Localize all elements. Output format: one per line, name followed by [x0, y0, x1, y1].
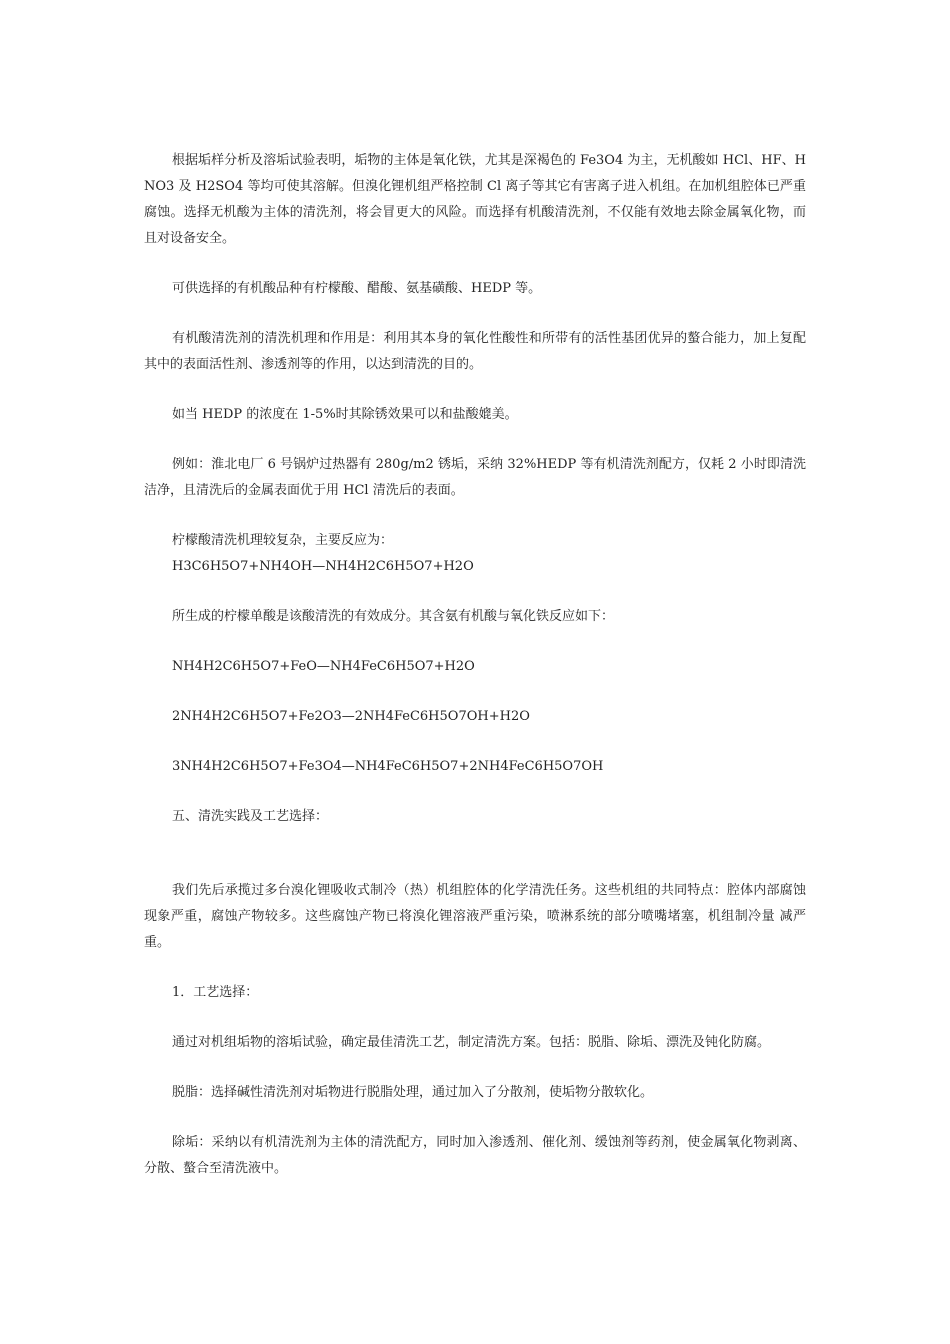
subheading-process-selection: 1．工艺选择： [172, 985, 259, 1000]
paragraph-citric-effective-component: 所生成的柠檬单酸是该酸清洗的有效成分。其含氨有机酸与氧化铁反应如下： [172, 609, 615, 624]
paragraph-spacer [144, 1106, 806, 1130]
document-body [144, 148, 806, 1182]
paragraph-organic-acid-types: 可供选择的有机酸品种有柠檬酸、醋酸、氨基磺酸、HEDP 等。 [172, 281, 542, 296]
paragraph-spacer [144, 252, 806, 276]
paragraph-project-experience: 我们先后承揽过多台溴化锂吸收式制冷（热）机组腔体的化学清洗任务。这些机组的共同特点：腔体内部腐蚀现象严重，腐蚀产物较多。这些腐蚀产物已将溴化锂溶液严重污染，喷淋系统的部分喷嘴堵塞，机组制冷量 减严重。 [144, 883, 806, 950]
reaction-equation-fe3o4: 3NH4H2C6H5O7+Fe3O4—NH4FeC6H5O7+2NH4FeC6H5O7OH [172, 759, 604, 774]
paragraph-spacer [144, 830, 806, 878]
section-heading-practice: 五、清洗实践及工艺选择： [172, 809, 329, 824]
paragraph-descaling: 除垢：采纳以有机清洗剂为主体的清洗配方，同时加入渗透剂、催化剂、缓蚀剂等药剂，使金属氧化物剥离、分散、螯合至清洗液中。 [144, 1135, 806, 1176]
paragraph-spacer [144, 1006, 806, 1030]
paragraph-example-huaibei: 例如：淮北电厂 6 号锅炉过热器有 280g/m2 锈垢，采纳 32%HEDP 等有机清洗剂配方，仅耗 2 小时即清洗洁净，且清洗后的金属表面优于用 HCl 清洗后的表面。 [144, 457, 806, 498]
paragraph-spacer [144, 956, 806, 980]
paragraph-spacer [144, 730, 806, 754]
paragraph-spacer [144, 504, 806, 528]
paragraph-spacer [144, 428, 806, 452]
paragraph-spacer [144, 630, 806, 654]
reaction-equation-fe2o3: 2NH4H2C6H5O7+Fe2O3—2NH4FeC6H5O7OH+H2O [172, 709, 530, 724]
paragraph-scale-analysis: 根据垢样分析及溶垢试验表明，垢物的主体是氧化铁，尤其是深褐色的 Fe3O4 为主，无机酸如 HCl、HF、HNO3 及 H2SO4 等均可使其溶解。但溴化锂机组严格控制 Cl 离子等其它有害离子进入机组。在加机组腔体已严重腐蚀。选择无机酸为主体的清洗剂，将会冒更大的风险。而选择有机酸清洗剂，不仅能有效地去除金属氧化物，而且对设备安全。 [144, 153, 806, 246]
paragraph-cleaning-mechanism: 有机酸清洗剂的清洗机理和作用是：利用其本身的氧化性酸性和所带有的活性基团优异的螯合能力，加上复配其中的表面活性剂、渗透剂等的作用，以达到清洗的目的。 [144, 331, 806, 372]
paragraph-spacer [144, 302, 806, 326]
paragraph-process-plan: 通过对机组垢物的溶垢试验，确定最佳清洗工艺，制定清洗方案。包括：脱脂、除垢、漂洗及钝化防腐。 [172, 1035, 771, 1050]
paragraph-spacer [144, 780, 806, 804]
paragraph-citric-acid-intro: 柠檬酸清洗机理较复杂，主要反应为： [172, 533, 394, 548]
paragraph-hedp-concentration: 如当 HEDP 的浓度在 1-5%时其除锈效果可以和盐酸媲美。 [172, 407, 518, 422]
reaction-equation-1: H3C6H5O7+NH4OH—NH4H2C6H5O7+H2O [172, 559, 474, 574]
paragraph-spacer [144, 580, 806, 604]
paragraph-spacer [144, 680, 806, 704]
paragraph-spacer [144, 378, 806, 402]
paragraph-spacer [144, 1056, 806, 1080]
paragraph-degreasing: 脱脂：选择碱性清洗剂对垢物进行脱脂处理，通过加入了分散剂，使垢物分散软化。 [172, 1085, 654, 1100]
reaction-equation-feo: NH4H2C6H5O7+FeO—NH4FeC6H5O7+H2O [172, 659, 475, 674]
